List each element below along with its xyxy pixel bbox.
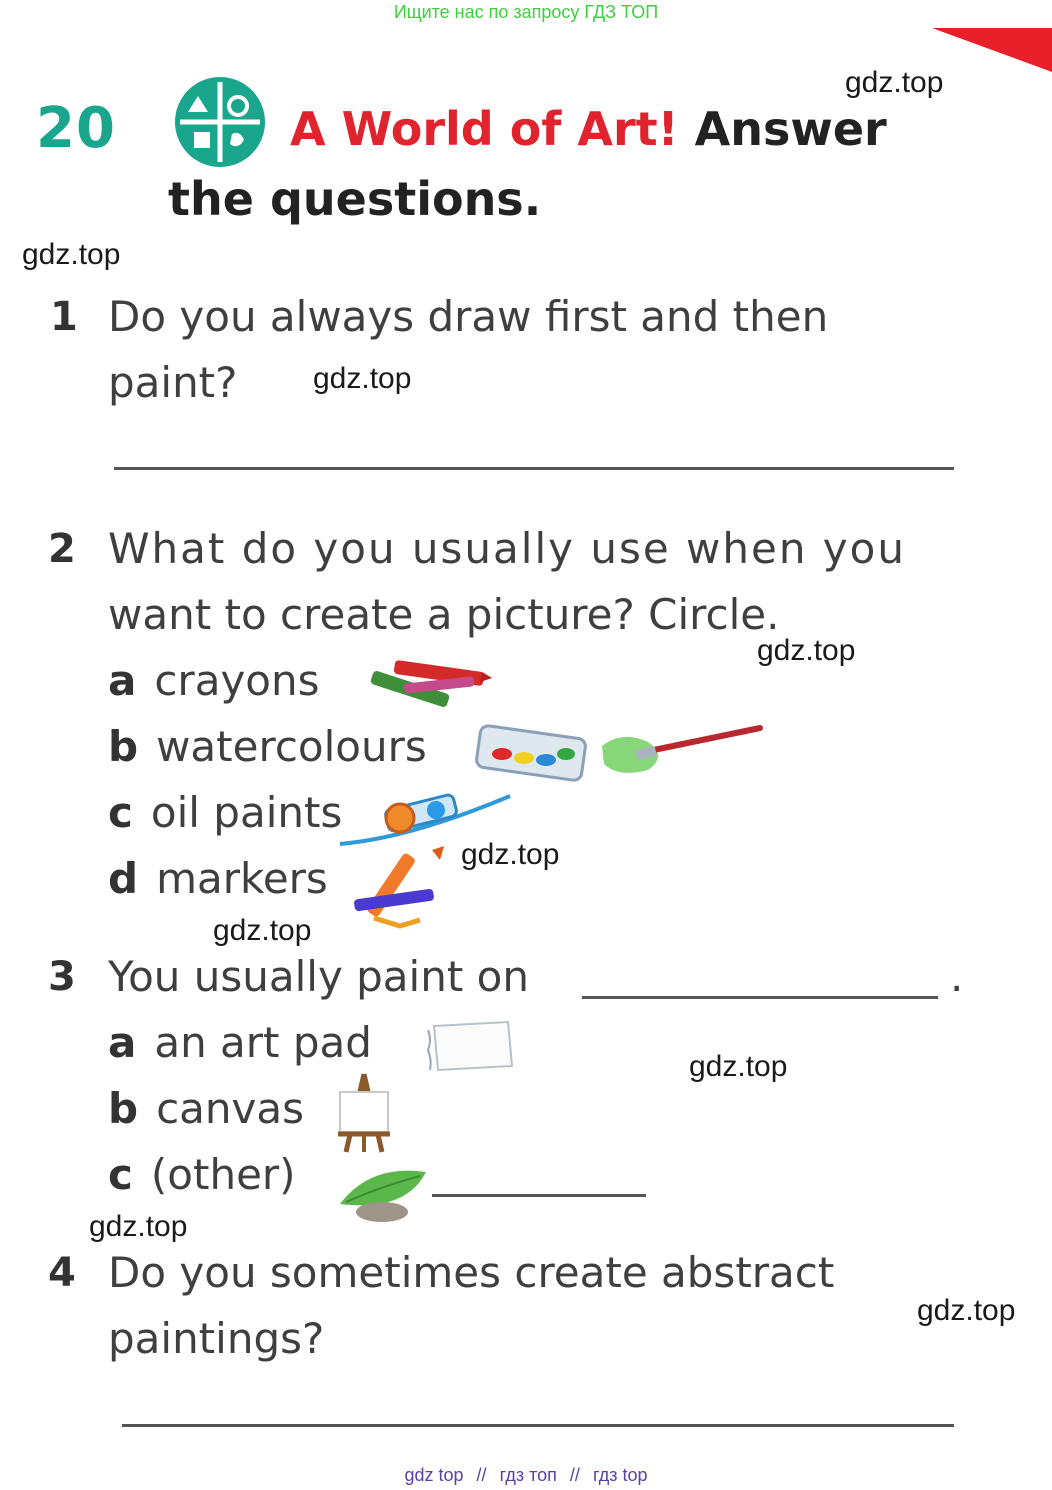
option-2d[interactable] <box>108 854 328 903</box>
option-3b[interactable] <box>108 1084 304 1133</box>
watermark: gdz.top <box>757 634 856 667</box>
option-text: canvas <box>156 1084 305 1133</box>
question-3-end-mark: . <box>950 952 964 1001</box>
question-2-line-1: What do you usually use when you <box>108 524 906 573</box>
leaf-stone-icon <box>336 1166 428 1226</box>
footer-link[interactable]: гдз top <box>592 1465 648 1485</box>
option-letter: a <box>108 1018 137 1067</box>
watermark: gdz.top <box>689 1050 788 1083</box>
question-1-line-2: paint? <box>108 358 238 407</box>
question-3-number: 3 <box>48 954 76 1000</box>
markers-icon <box>344 844 450 934</box>
question-2-line-2: want to create a picture? Circle. <box>108 590 780 639</box>
crayons-icon <box>364 660 494 716</box>
watermark: gdz.top <box>313 362 412 395</box>
brush-icon <box>596 722 766 778</box>
option-letter: b <box>108 722 139 771</box>
option-3c-answer-line[interactable] <box>432 1194 646 1197</box>
option-2c[interactable] <box>108 788 342 837</box>
exercise-title-red: A World of Art! <box>290 102 679 156</box>
watermark: gdz.top <box>22 238 121 271</box>
question-1-line-1: Do you always draw first and then <box>108 292 829 341</box>
option-3c[interactable] <box>108 1150 296 1199</box>
option-text: (other) <box>150 1150 296 1199</box>
question-3-line-1: You usually paint on <box>108 952 529 1001</box>
exercise-title-line-2: the questions. <box>168 172 542 226</box>
option-letter: c <box>108 1150 133 1199</box>
option-2b[interactable] <box>108 722 427 771</box>
question-4-line-1: Do you sometimes create abstract <box>108 1248 835 1297</box>
question-1-answer-line[interactable] <box>114 467 954 470</box>
footer-separator: // <box>476 1465 487 1485</box>
option-3a[interactable] <box>108 1018 372 1067</box>
watermark: gdz.top <box>213 914 312 947</box>
exercise-title-answer: Answer <box>694 102 887 156</box>
option-text: oil paints <box>150 788 343 837</box>
watermark: gdz.top <box>845 66 944 99</box>
footer-link[interactable]: гдз топ <box>499 1465 557 1485</box>
option-letter: d <box>108 854 139 903</box>
footer-separator: // <box>569 1465 580 1485</box>
option-letter: a <box>108 656 137 705</box>
question-4-answer-line[interactable] <box>122 1424 954 1427</box>
watercolour-palette-icon <box>474 722 588 782</box>
watermark: gdz.top <box>917 1294 1016 1327</box>
watermark: gdz.top <box>461 838 560 871</box>
option-letter: c <box>108 788 133 837</box>
question-1-number: 1 <box>50 294 78 340</box>
option-text: watercolours <box>156 722 427 771</box>
oil-paint-tubes-icon <box>338 786 516 850</box>
exercise-title-line-1 <box>290 102 887 156</box>
question-3-answer-line[interactable] <box>582 996 938 999</box>
top-banner[interactable]: Ищите нас по запросу ГДЗ ТОП <box>393 2 659 22</box>
art-pad-icon <box>424 1018 516 1074</box>
option-text: markers <box>156 854 328 903</box>
footer-links <box>0 1465 1052 1486</box>
question-4-line-2: paintings? <box>108 1314 325 1363</box>
footer-link[interactable]: gdz top <box>404 1465 464 1485</box>
option-letter: b <box>108 1084 139 1133</box>
option-2a[interactable] <box>108 656 320 705</box>
question-4-number: 4 <box>48 1250 76 1296</box>
watermark: gdz.top <box>89 1210 188 1243</box>
easel-canvas-icon <box>334 1070 394 1156</box>
corner-ribbon <box>932 28 1052 72</box>
option-text: crayons <box>154 656 320 705</box>
arts-crafts-icon <box>174 76 266 168</box>
question-2-number: 2 <box>48 526 76 572</box>
option-text: an art pad <box>154 1018 372 1067</box>
exercise-number: 20 <box>36 96 116 161</box>
